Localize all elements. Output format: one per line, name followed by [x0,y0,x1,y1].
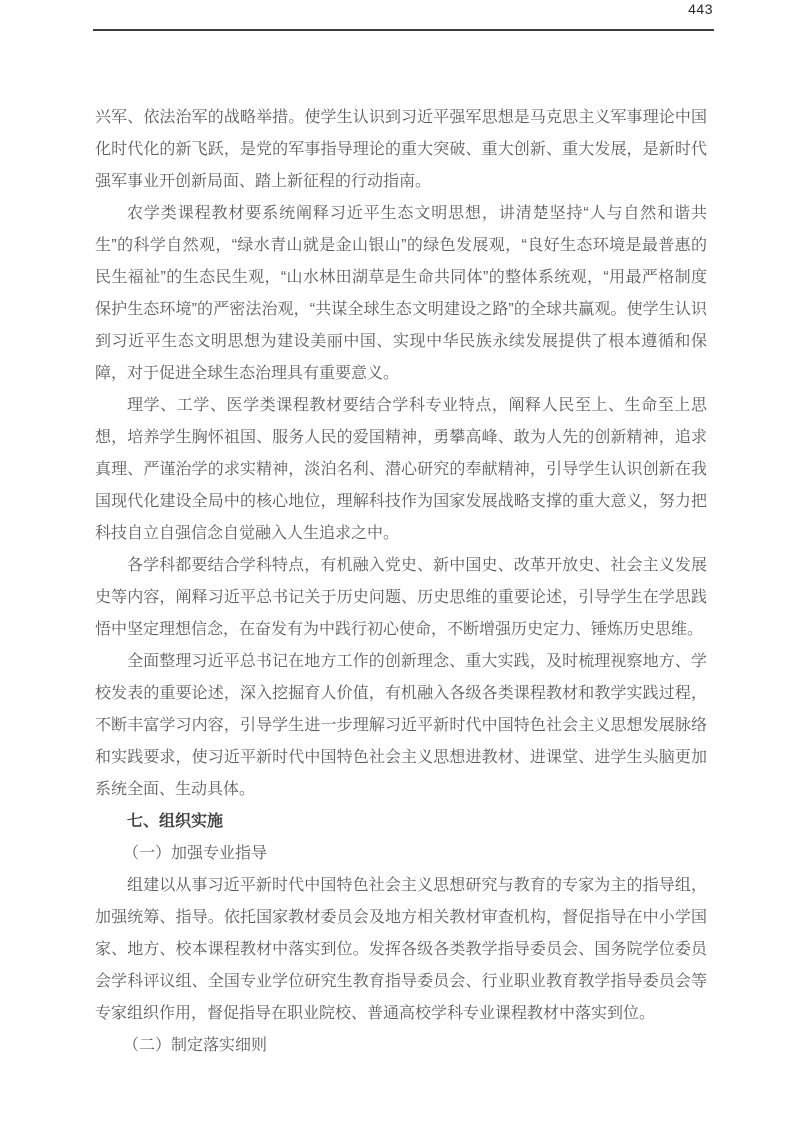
paragraph-agriculture-ecology: 农学类课程教材要系统阐释习近平生态文明思想，讲清楚坚持“人与自然和谐共生”的科学自然观，“绿水青山就是金山银山”的绿色发展观，“良好生态环境是最普惠的民生福祉”的生态民生观，“山水林田湖草是生命共同体”的整体系统观，“用最严格制度保护生态环境”的严密法治观，“共谋全球生态文明建设之路”的全球共赢观。使学生认识到习近平生态文明思想为建设美丽中国、实现中华民族永续发展提供了根本遵循和保障，对于促进全球生态治理具有重要意义。 [95,205,707,382]
subsection-heading-formulate-implementation-rules: （二）制定落实细则 [123,1037,268,1054]
section-heading-organization-implementation: 七、组织实施 [127,813,224,830]
document-body [95,102,707,1062]
page-number: 443 [688,1,713,17]
paragraph-expert-guidance-group: 组建以从事习近平新时代中国特色社会主义思想研究与教育的专家为主的指导组，加强统筹、指导。依托国家教材委员会及地方相关教材审查机构，督促指导在中小学国家、地方、校本课程教材中落实到位。发挥各级各类教学指导委员会、国务院学位委员会学科评议组、全国专业学位研究生教育指导委员会、行业职业教育教学指导委员会等专家组织作用，督促指导在职业院校、普通高校学科专业课程教材中落实到位。 [95,877,707,1022]
paragraph-local-work-practice: 全面整理习近平总书记在地方工作的创新理念、重大实践，及时梳理视察地方、学校发表的重要论述，深入挖掘育人价值，有机融入各级各类课程教材和教学实践过程，不断丰富学习内容，引导学生进一步理解习近平新时代中国特色社会主义思想发展脉络和实践要求，使习近平新时代中国特色社会主义思想进教材、进课堂、进学生头脑更加系统全面、生动具体。 [95,653,707,798]
subsection-heading-strengthen-professional-guidance: （一）加强专业指导 [123,845,268,862]
header-rule [93,29,714,31]
paragraph-history-integration: 各学科都要结合学科特点，有机融入党史、新中国史、改革开放史、社会主义发展史等内容，阐释习近平总书记关于历史问题、历史思维的重要论述，引导学生在学思践悟中坚定理想信念，在奋发有为中践行初心使命，不断增强历史定力、锤炼历史思维。 [95,557,707,638]
paragraph-science-engineering-medicine: 理学、工学、医学类课程教材要结合学科专业特点，阐释人民至上、生命至上思想，培养学生胸怀祖国、服务人民的爱国精神，勇攀高峰、敢为人先的创新精神，追求真理、严谨治学的求实精神，淡泊名利、潜心研究的奉献精神，引导学生认识创新在我国现代化建设全局中的核心地位，理解科技作为国家发展战略支撑的重大意义，努力把科技自立自强信念自觉融入人生追求之中。 [95,397,707,542]
paragraph-military-thought-continuation: 兴军、依法治军的战略举措。使学生认识到习近平强军思想是马克思主义军事理论中国化时代化的新飞跃，是党的军事指导理论的重大突破、重大创新、重大发展，是新时代强军事业开创新局面、踏上新征程的行动指南。 [95,109,707,190]
